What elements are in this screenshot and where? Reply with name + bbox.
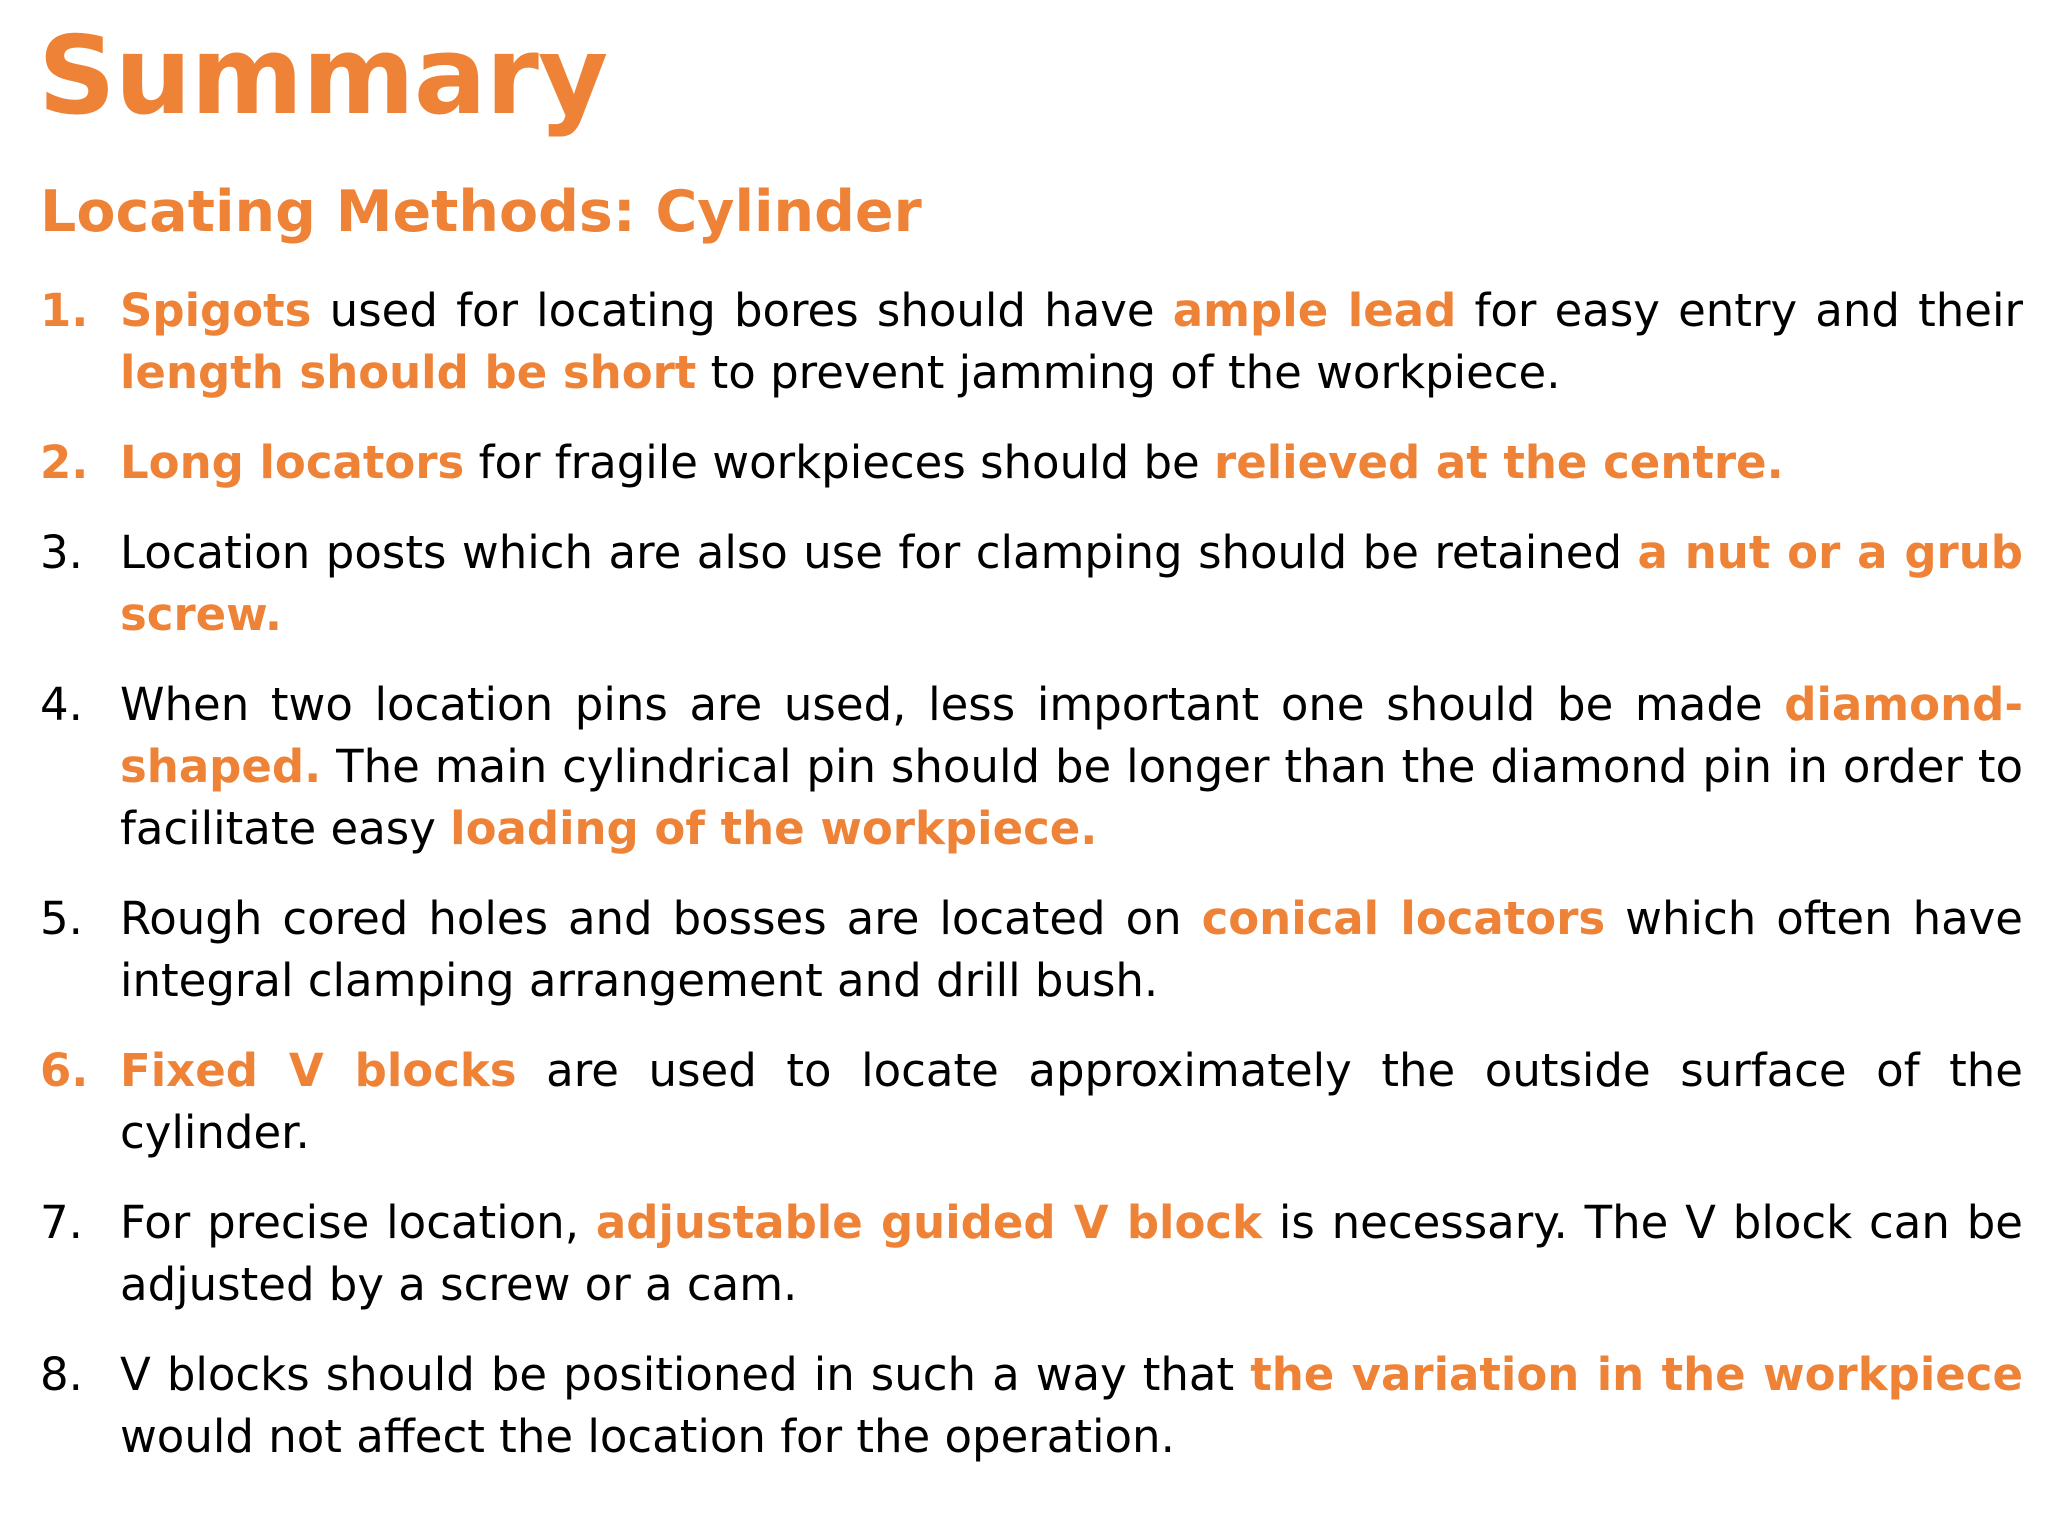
list-item-number: 2. [40, 436, 89, 489]
item-text: which often have integral clamping arrangement and drill bush. [120, 892, 2023, 1007]
list-item [0, 888, 2048, 1012]
list-item [0, 432, 2048, 494]
slide-subtitle: Locating Methods: Cylinder [40, 179, 922, 245]
list-item [0, 1040, 2048, 1164]
highlighted-term: a nut or a grub screw. [120, 526, 2024, 641]
highlighted-term: diamond-shaped. [120, 678, 2023, 793]
summary-list [0, 280, 2048, 1496]
highlighted-term: Long locators [120, 436, 465, 489]
item-text: used for locating bores should have [311, 284, 1173, 337]
slide-title: Summary [38, 14, 608, 139]
list-item-number: 3. [40, 526, 83, 579]
list-item [0, 674, 2048, 860]
item-text: would not affect the location for the operation. [120, 1410, 1175, 1463]
highlighted-term: conical locators [1201, 892, 1606, 945]
highlighted-term: loading of the workpiece. [450, 802, 1098, 855]
item-text: Location posts which are also use for clamping should be retained [120, 526, 1638, 579]
highlighted-term: length should be short [120, 346, 697, 399]
item-text: V blocks should be positioned in such a way that [120, 1348, 1251, 1401]
list-item [0, 1344, 2048, 1468]
list-item-number: 1. [40, 284, 89, 337]
highlighted-term: relieved at the centre. [1214, 436, 1784, 489]
item-text: Rough cored holes and bosses are located on [120, 892, 1202, 945]
list-item-number: 7. [40, 1196, 83, 1249]
highlighted-term: the variation in the workpiece [1250, 1348, 2024, 1401]
item-text: is necessary. The V block can be adjusted by a screw or a cam. [120, 1196, 2023, 1311]
list-item-number: 8. [40, 1348, 83, 1401]
item-text: for fragile workpieces should be [464, 436, 1215, 489]
list-item-number: 4. [40, 678, 83, 731]
list-item-number: 6. [40, 1044, 89, 1097]
item-text: For precise location, [120, 1196, 596, 1249]
highlighted-term: Spigots [120, 284, 312, 337]
item-text: are used to locate approximately the outside surface of the cylinder. [120, 1044, 2023, 1159]
item-text: for easy entry and their [1456, 284, 2023, 337]
list-item-number: 5. [40, 892, 83, 945]
highlighted-term: ample lead [1172, 284, 1457, 337]
highlighted-term: adjustable guided V block [595, 1196, 1262, 1249]
list-item [0, 1192, 2048, 1316]
item-text: The main cylindrical pin should be longer than the diamond pin in order to facilitate easy [120, 740, 2023, 855]
highlighted-term: Fixed V blocks [120, 1044, 517, 1097]
list-item [0, 522, 2048, 646]
item-text: to prevent jamming of the workpiece. [696, 346, 1561, 399]
list-item [0, 280, 2048, 404]
item-text: When two location pins are used, less important one should be made [120, 678, 1785, 731]
